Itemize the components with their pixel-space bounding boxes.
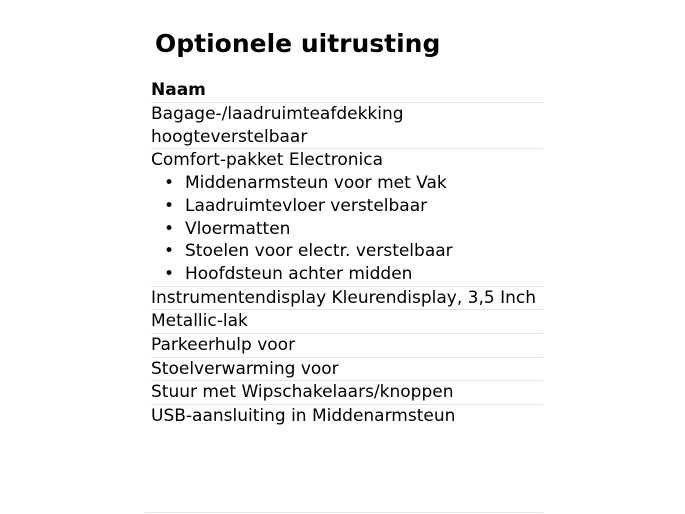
table-row bbox=[151, 357, 543, 381]
list-item bbox=[151, 172, 543, 195]
column-header-name: Naam bbox=[151, 80, 206, 100]
table-row bbox=[151, 380, 543, 404]
table-row bbox=[151, 333, 543, 357]
list-item bbox=[151, 218, 543, 241]
package-item: Vloermatten bbox=[185, 218, 291, 239]
option-name: Bagage-/laadruimteafdekking hoogteverstelbaar bbox=[151, 104, 404, 147]
options-table bbox=[151, 79, 543, 428]
bullet-icon: • bbox=[164, 195, 175, 216]
option-name: Stoelverwarming voor bbox=[151, 358, 339, 379]
bullet-icon: • bbox=[164, 218, 175, 239]
bottom-divider bbox=[145, 512, 543, 513]
package-item: Middenarmsteun voor met Vak bbox=[185, 173, 447, 194]
package-item: Stoelen voor electr. verstelbaar bbox=[185, 241, 453, 262]
option-name: Stuur met Wipschakelaars/knoppen bbox=[151, 382, 454, 403]
table-row bbox=[151, 286, 543, 310]
option-name: Instrumentendisplay Kleurendisplay, 3,5 Inch bbox=[151, 287, 537, 308]
bullet-icon: • bbox=[164, 263, 175, 284]
list-item bbox=[151, 195, 543, 218]
package-item: Laadruimtevloer verstelbaar bbox=[185, 195, 428, 216]
table-row bbox=[151, 102, 543, 148]
option-name: Parkeerhulp voor bbox=[151, 335, 296, 356]
table-row bbox=[151, 148, 543, 285]
table-row bbox=[151, 309, 543, 333]
bullet-icon: • bbox=[164, 241, 175, 262]
option-name: USB-aansluiting in Middenarmsteun bbox=[151, 406, 456, 427]
list-item bbox=[151, 240, 543, 263]
table-row bbox=[151, 404, 543, 428]
package-item: Hoofdsteun achter midden bbox=[185, 263, 413, 284]
option-name: Comfort-pakket Electronica bbox=[151, 150, 384, 171]
package-contents-list bbox=[151, 172, 543, 286]
bullet-icon: • bbox=[164, 173, 175, 194]
list-item bbox=[151, 263, 543, 286]
page-title: Optionele uitrusting bbox=[155, 29, 441, 58]
option-name: Metallic-lak bbox=[151, 311, 248, 332]
